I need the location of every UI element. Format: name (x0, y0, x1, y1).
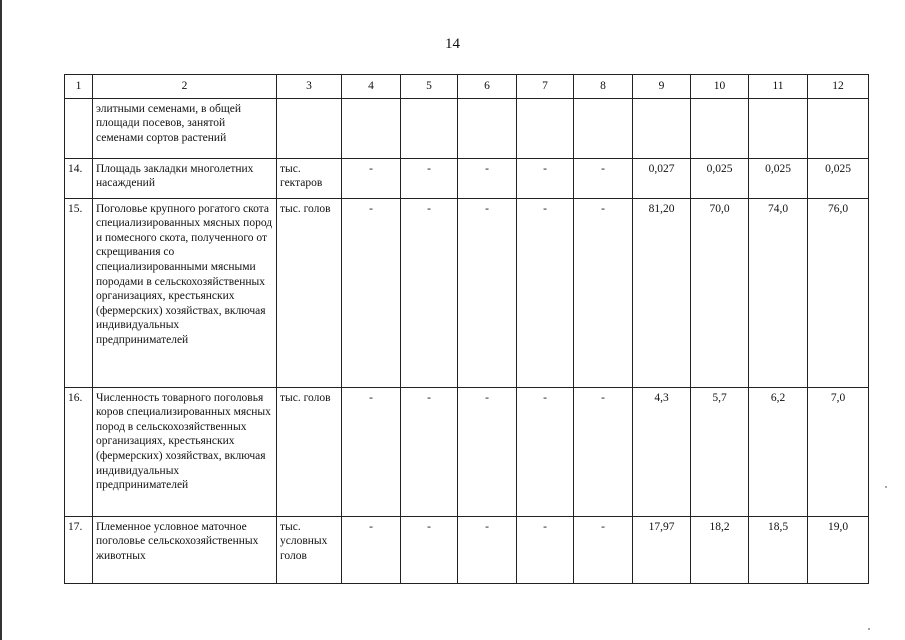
unit-cell: тыс. голов (277, 198, 342, 387)
row-number: 16. (65, 387, 93, 516)
column-header: 9 (633, 75, 691, 99)
column-header: 4 (342, 75, 401, 99)
row-number (65, 98, 93, 158)
value-cell: 76,0 (808, 198, 869, 387)
value-cell: 0,025 (749, 158, 808, 198)
value-cell: 0,025 (808, 158, 869, 198)
value-cell: 0,027 (633, 158, 691, 198)
table-row (65, 98, 869, 158)
table-row (65, 387, 869, 516)
value-cell: - (517, 387, 574, 516)
value-cell: - (574, 158, 633, 198)
value-cell: - (458, 516, 517, 583)
value-cell: - (342, 198, 401, 387)
scan-speck (868, 628, 870, 630)
column-header: 6 (458, 75, 517, 99)
value-cell (633, 98, 691, 158)
indicator-name: Численность товарного поголовья коров специализированных мясных пород в сельскохозяйственных организациях, крестьянских (фермерских) хозяйствах, включая индивидуальных предпринимателей (93, 387, 277, 516)
value-cell: 18,5 (749, 516, 808, 583)
value-cell: - (342, 158, 401, 198)
column-header: 10 (691, 75, 749, 99)
value-cell: 17,97 (633, 516, 691, 583)
column-header: 7 (517, 75, 574, 99)
indicator-name: Площадь закладки многолетних насаждений (93, 158, 277, 198)
value-cell: - (458, 158, 517, 198)
value-cell: 5,7 (691, 387, 749, 516)
value-cell: - (401, 516, 458, 583)
value-cell: - (458, 198, 517, 387)
value-cell: - (574, 516, 633, 583)
unit-cell (277, 98, 342, 158)
table-header-row (65, 75, 869, 99)
value-cell: 6,2 (749, 387, 808, 516)
value-cell (517, 98, 574, 158)
value-cell (458, 98, 517, 158)
value-cell (749, 98, 808, 158)
table-row (65, 198, 869, 387)
unit-cell: тыс. гектаров (277, 158, 342, 198)
table-row (65, 516, 869, 583)
scan-left-edge (0, 0, 2, 640)
value-cell (342, 98, 401, 158)
value-cell: 19,0 (808, 516, 869, 583)
page-number: 14 (445, 36, 460, 52)
column-header: 1 (65, 75, 93, 99)
column-header: 2 (93, 75, 277, 99)
indicator-name: Племенное условное маточное поголовье сельскохозяйственных животных (93, 516, 277, 583)
value-cell: 74,0 (749, 198, 808, 387)
value-cell (691, 98, 749, 158)
row-number: 17. (65, 516, 93, 583)
value-cell: 4,3 (633, 387, 691, 516)
unit-cell: тыс. голов (277, 387, 342, 516)
value-cell: - (401, 387, 458, 516)
value-cell: 18,2 (691, 516, 749, 583)
value-cell: - (342, 387, 401, 516)
scan-speck (885, 486, 887, 488)
column-header: 5 (401, 75, 458, 99)
indicator-name: Поголовье крупного рогатого скота специализированных мясных пород и помесного скота, полученного от скрещивания со специализированными мясными породами в сельскохозяйственных организациях, крестьянских (фермерских) хозяйствах, включая индивидуальных предпринимателей (93, 198, 277, 387)
value-cell: - (401, 158, 458, 198)
value-cell: 70,0 (691, 198, 749, 387)
value-cell: - (342, 516, 401, 583)
value-cell: - (517, 158, 574, 198)
value-cell: - (517, 516, 574, 583)
unit-cell: тыс. условных голов (277, 516, 342, 583)
value-cell (808, 98, 869, 158)
value-cell: - (574, 198, 633, 387)
value-cell: - (517, 198, 574, 387)
table-row (65, 158, 869, 198)
row-number: 14. (65, 158, 93, 198)
column-header: 3 (277, 75, 342, 99)
column-header: 12 (808, 75, 869, 99)
column-header: 8 (574, 75, 633, 99)
value-cell: 81,20 (633, 198, 691, 387)
indicators-table (64, 74, 869, 584)
row-number: 15. (65, 198, 93, 387)
indicator-name: элитными семенами, в общей площади посевов, занятой семенами сортов растений (93, 98, 277, 158)
value-cell: 0,025 (691, 158, 749, 198)
value-cell: 7,0 (808, 387, 869, 516)
value-cell: - (458, 387, 517, 516)
column-header: 11 (749, 75, 808, 99)
value-cell (401, 98, 458, 158)
value-cell (574, 98, 633, 158)
value-cell: - (401, 198, 458, 387)
value-cell: - (574, 387, 633, 516)
